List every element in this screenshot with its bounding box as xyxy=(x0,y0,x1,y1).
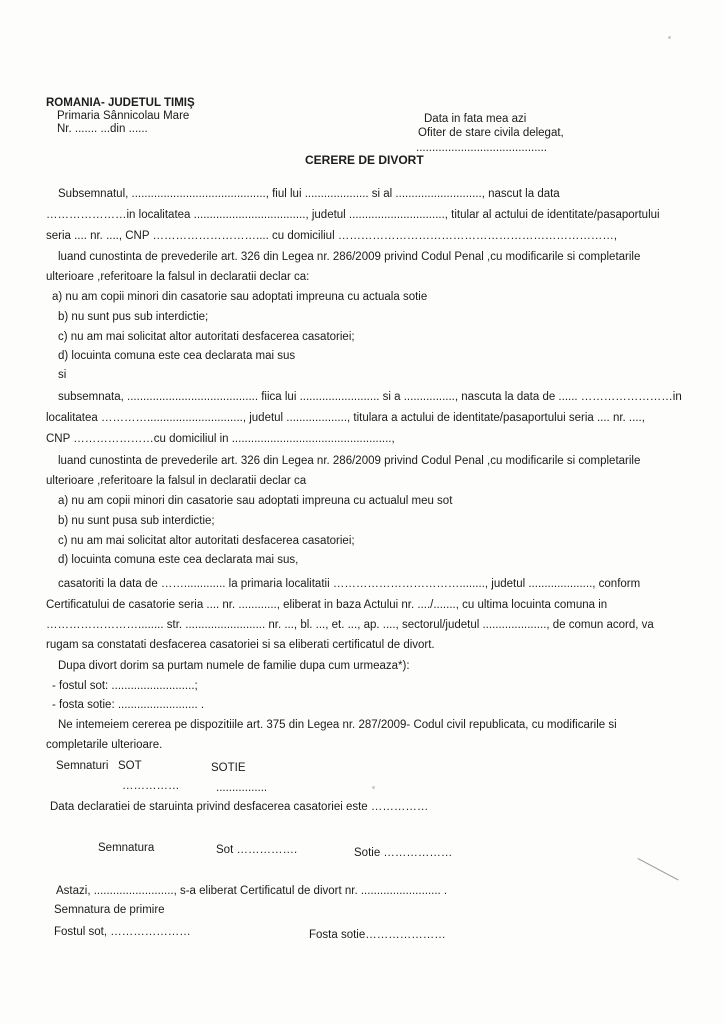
signature-wife-line: ................ xyxy=(216,782,268,794)
husband-statement-b: b) nu sunt pus sub interdictie; xyxy=(58,311,209,323)
certificate-issued-line: Astazi, ........................., s-a eliberat Certificatul de divort nr. ......................... . xyxy=(56,885,448,897)
page-title: CERERE DE DIVORT xyxy=(305,153,424,167)
husband-statement-a: a) nu am copii minori din casatorie sau adoptati impreuna cu actuala sotie xyxy=(52,291,428,303)
husband-line-2: …………………in localitatea ..................................., judetul .............................., titular al actului de identitate/pasaportului xyxy=(46,209,660,221)
header-reg-number: Nr. ....... ...din ...... xyxy=(57,123,148,135)
signature-husband-2: Sot ……………. xyxy=(216,844,298,856)
scan-speck xyxy=(372,786,375,789)
wife-line-4: luand cunostinta de prevederile art. 326 din Legea nr. 286/2009 privind Codul Penal ,cu modificarile si completarile xyxy=(58,455,641,467)
wife-line-2: localitatea ………….............................., judetul ..................., titulara a actului de identitate/pasaportului seria .... nr. ...., xyxy=(46,412,645,424)
persistence-declaration: Data declaratiei de staruinta privind desfacerea casatoriei este …………… xyxy=(50,801,429,813)
signature-wife-label: SOTIE xyxy=(211,762,246,774)
wife-statement-b: b) nu sunt pusa sub interdictie; xyxy=(58,515,215,527)
scan-speck xyxy=(668,36,671,39)
wife-line-3: CNP …………………cu domiciliul in .................................................., xyxy=(46,433,395,445)
marriage-line-1: casatoriti la data de ……............. la primaria localitatii ……………………………........, judetul ...................., conform xyxy=(58,578,641,590)
husband-line-1: Subsemnatul, .........................................., fiul lui .................... si al ..........................., nascut la data xyxy=(58,188,560,200)
marriage-line-3: ……………………........ str. ......................... nr. ..., bl. ..., et. ..., ap. ...., sectorul/judetul ...................., de comun acord, va xyxy=(46,619,654,631)
legal-basis-line-1: Ne intemeiem cererea pe dispozitiile art. 375 din Legea nr. 287/2009- Codul civil republicata, cu modificarile si xyxy=(58,719,617,731)
signatures-label: Semnaturi xyxy=(56,760,109,772)
signature-label-2: Semnatura xyxy=(98,842,155,854)
signature-husband-line: …………… xyxy=(122,780,180,792)
scan-mark xyxy=(626,858,678,902)
signature-wife-2: Sotie ……………… xyxy=(354,847,453,859)
wife-statement-a: a) nu am copii minori din casatorie sau adoptati impreuna cu actualul meu sot xyxy=(58,495,453,507)
marriage-line-2: Certificatului de casatorie seria .... nr. ............, eliberat in baza Actului nr. ..../......., cu ultima locuinta comuna in xyxy=(46,599,608,611)
former-husband-name: - fostul sot: ..........................; xyxy=(52,680,198,692)
former-wife-signature: Fosta sotie………………… xyxy=(309,929,446,941)
husband-statement-c: c) nu am mai solicitat altor autoritati desfacerea casatoriei; xyxy=(58,331,355,343)
name-choice-intro: Dupa divort dorim sa purtam numele de familie dupa cum urmeaza*): xyxy=(58,660,410,672)
former-wife-name: - fosta sotie: ......................... . xyxy=(52,699,205,711)
wife-line-1: subsemnata, ......................................... fiica lui ......................... si a ................, nascuta la data de ...... ……………………in xyxy=(58,391,682,403)
header-date-label: Data in fata mea azi xyxy=(424,113,527,125)
wife-statement-c: c) nu am mai solicitat altor autoritati desfacerea casatoriei; xyxy=(58,535,355,547)
husband-line-5: ulterioare ,referitoare la falsul in declaratii declar ca: xyxy=(46,271,310,283)
header-institution: Primaria Sânnicolau Mare xyxy=(57,110,190,122)
wife-statement-d: d) locuinta comuna este cea declarata mai sus, xyxy=(58,554,299,566)
marriage-line-4: rugam sa constatati desfacerea casatoriei si sa eliberati certificatul de divort. xyxy=(46,639,435,651)
receipt-signature-label: Semnatura de primire xyxy=(54,904,165,916)
husband-line-3: seria .... nr. ...., CNP ……………………….... cu domiciliul ………………………………………………………………, xyxy=(46,230,618,242)
header-country: ROMANIA- JUDETUL TIMIŞ xyxy=(46,97,195,109)
signature-husband-label: SOT xyxy=(118,760,142,772)
legal-basis-line-2: completarile ulterioare. xyxy=(46,739,163,751)
header-officer-line: ......................................... xyxy=(416,142,547,154)
conjunction-si: si xyxy=(58,369,67,381)
husband-line-4: luand cunostinta de prevederile art. 326 din Legea nr. 286/2009 privind Codul Penal ,cu modificarile si completarile xyxy=(58,251,641,263)
header-officer-label: Ofiter de stare civila delegat, xyxy=(418,127,564,139)
former-husband-signature: Fostul sot, ………………… xyxy=(54,926,191,938)
husband-statement-d: d) locuinta comuna este cea declarata mai sus xyxy=(58,350,296,362)
wife-line-5: ulterioare ,referitoare la falsul in declaratii declar ca xyxy=(46,475,307,487)
